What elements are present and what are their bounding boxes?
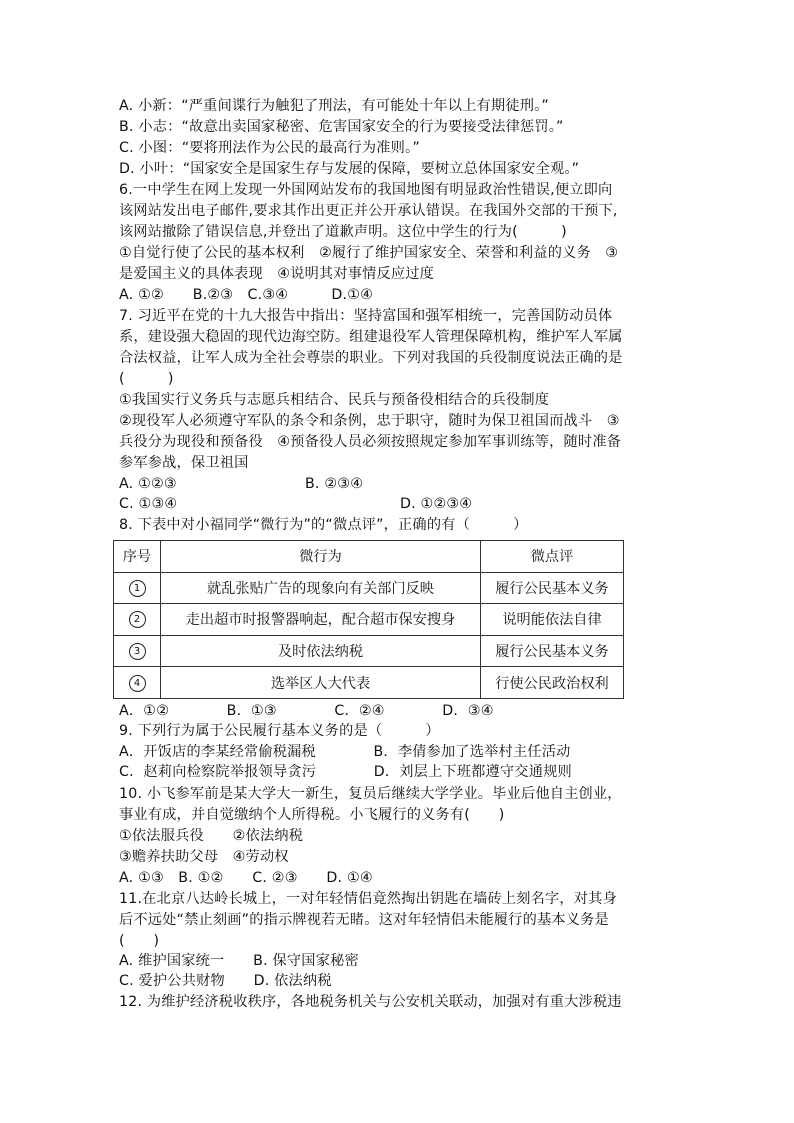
q5-option-a: A. 小新：“严重间谍行为触犯了刑法，有可能处十年以上有期徒刑。” bbox=[119, 98, 549, 114]
row-comment: 履行公民基本义务 bbox=[481, 572, 624, 604]
table-header-row bbox=[114, 541, 624, 573]
row-action: 及时依法纳税 bbox=[161, 635, 481, 667]
q9-stem: 9. 下列行为属于公民履行基本义务的是（ ） bbox=[119, 723, 440, 739]
q6-statements-line2: 是爱国主义的具体表现 ④说明其对事情反应过度 bbox=[119, 266, 435, 282]
header-number: 序号 bbox=[114, 541, 161, 573]
q5-option-c: C. 小图：“要将刑法作为公民的最高行为准则。” bbox=[119, 140, 420, 156]
q6-stem-line3: 该网站撤除了错误信息,并登出了道歉声明。这位中学生的行为( ) bbox=[119, 224, 567, 240]
q7-statement-3: 兵役分为现役和预备役 ④预备役人员必须按照规定参加军事训练等，随时准备 bbox=[119, 434, 622, 450]
table-row bbox=[114, 667, 624, 699]
row-number: 4 bbox=[129, 675, 146, 692]
q7-stem-line1: 7. 习近平在党的十九大报告中指出：坚持富国和强军相统一，完善国防动员体 bbox=[119, 308, 613, 324]
table-row bbox=[114, 572, 624, 604]
q5-option-b: B. 小志：“故意出卖国家秘密、危害国家安全的行为要接受法律惩罚。” bbox=[119, 119, 564, 135]
row-action: 走出超市时报警器响起，配合超市保安搜身 bbox=[161, 604, 481, 636]
q8-options: A．①② B．①③ C．②④ D．③④ bbox=[119, 703, 494, 719]
row-comment: 说明能依法自律 bbox=[481, 604, 624, 636]
q11-stem-line2: 后不远处“禁止刻画”的指示牌视若无睹。这对年轻情侣未能履行的基本义务是 bbox=[119, 912, 609, 928]
q7-answer-blank: ( ) bbox=[119, 371, 174, 387]
row-number: 2 bbox=[129, 611, 146, 628]
q5-option-d: D. 小叶：“国家安全是国家生存与发展的保障，要树立总体国家安全观。” bbox=[119, 161, 580, 177]
q7-option-b: B. ②③④ bbox=[305, 476, 364, 492]
q7-statement-1: ①我国实行义务兵与志愿兵相结合、民兵与预备役相结合的兵役制度 bbox=[119, 392, 550, 408]
q6-stem-line1: 6.一中学生在网上发现一外国网站发布的我国地图有明显政治性错误,便立即向 bbox=[119, 182, 613, 198]
row-number: 3 bbox=[129, 643, 146, 660]
q7-statement-4: 参军参战，保卫祖国 bbox=[119, 455, 249, 471]
q7-stem-line2: 系，建设强大稳固的现代边海空防。组建退役军人管理保障机构，维护军人军属 bbox=[119, 329, 623, 345]
row-number: 1 bbox=[129, 580, 146, 597]
q11-answer-blank: ( ) bbox=[119, 933, 160, 949]
micro-behavior-table bbox=[113, 540, 624, 699]
q7-option-d: D. ①②③④ bbox=[400, 496, 473, 512]
q8-stem: 8. 下表中对小福同学“微行为”的“微点评”，正确的有（ ） bbox=[119, 517, 528, 533]
row-action: 选举区人大代表 bbox=[161, 667, 481, 699]
q9-options-cd: C．赵莉向检察院举报领导贪污 D．刘层上下班都遵守交通规则 bbox=[119, 764, 572, 780]
q10-statements-line2: ③赡养扶助父母 ④劳动权 bbox=[119, 849, 289, 865]
q7-statement-2: ②现役军人必须遵守军队的条令和条例，忠于职守，随时为保卫祖国而战斗 ③ bbox=[119, 413, 620, 429]
q6-options: A. ①② B.②③ C.③④ D.①④ bbox=[119, 287, 374, 303]
q10-stem-line2: 事业有成，并自觉缴纳个人所得税。小飞履行的义务有( ) bbox=[119, 807, 505, 823]
header-action: 微行为 bbox=[161, 541, 481, 573]
table-row bbox=[114, 604, 624, 636]
q10-statements-line1: ①依法服兵役 ②依法纳税 bbox=[119, 828, 304, 844]
q11-options-cd: C. 爱护公共财物 D. 依法纳税 bbox=[119, 973, 332, 989]
q7-option-a: A. ①②③ bbox=[119, 476, 177, 492]
q6-stem-line2: 该网站发出电子邮件,要求其作出更正并公开承认错误。在我国外交部的干预下, bbox=[119, 203, 618, 219]
q11-stem-line1: 11.在北京八达岭长城上，一对年轻情侣竟然掏出钥匙在墙砖上刻名字，对其身 bbox=[119, 891, 617, 907]
q9-options-ab: A．开饭店的李某经常偷税漏税 B．李倩参加了选举村主任活动 bbox=[119, 744, 571, 760]
q10-options: A. ①③ B. ①② C. ②③ D. ①④ bbox=[119, 870, 373, 886]
row-comment: 履行公民基本义务 bbox=[481, 635, 624, 667]
q12-stem-line1: 12. 为维护经济税收秩序，各地税务机关与公安机关联动，加强对有重大涉税违 bbox=[119, 994, 622, 1010]
q6-statements-line1: ①自觉行使了公民的基本权利 ②履行了维护国家安全、荣誉和利益的义务 ③ bbox=[119, 245, 619, 261]
q11-options-ab: A. 维护国家统一 B. 保守国家秘密 bbox=[119, 953, 359, 969]
table-row bbox=[114, 635, 624, 667]
row-comment: 行使公民政治权利 bbox=[481, 667, 624, 699]
row-action: 就乱张贴广告的现象向有关部门反映 bbox=[161, 572, 481, 604]
q10-stem-line1: 10. 小飞参军前是某大学大一新生，复员后继续大学学业。毕业后他自主创业， bbox=[119, 786, 622, 802]
q7-option-c: C. ①③④ bbox=[119, 496, 178, 512]
header-comment: 微点评 bbox=[481, 541, 624, 573]
q7-stem-line3: 合法权益，让军人成为全社会尊崇的职业。下列对我国的兵役制度说法正确的是 bbox=[119, 350, 623, 366]
